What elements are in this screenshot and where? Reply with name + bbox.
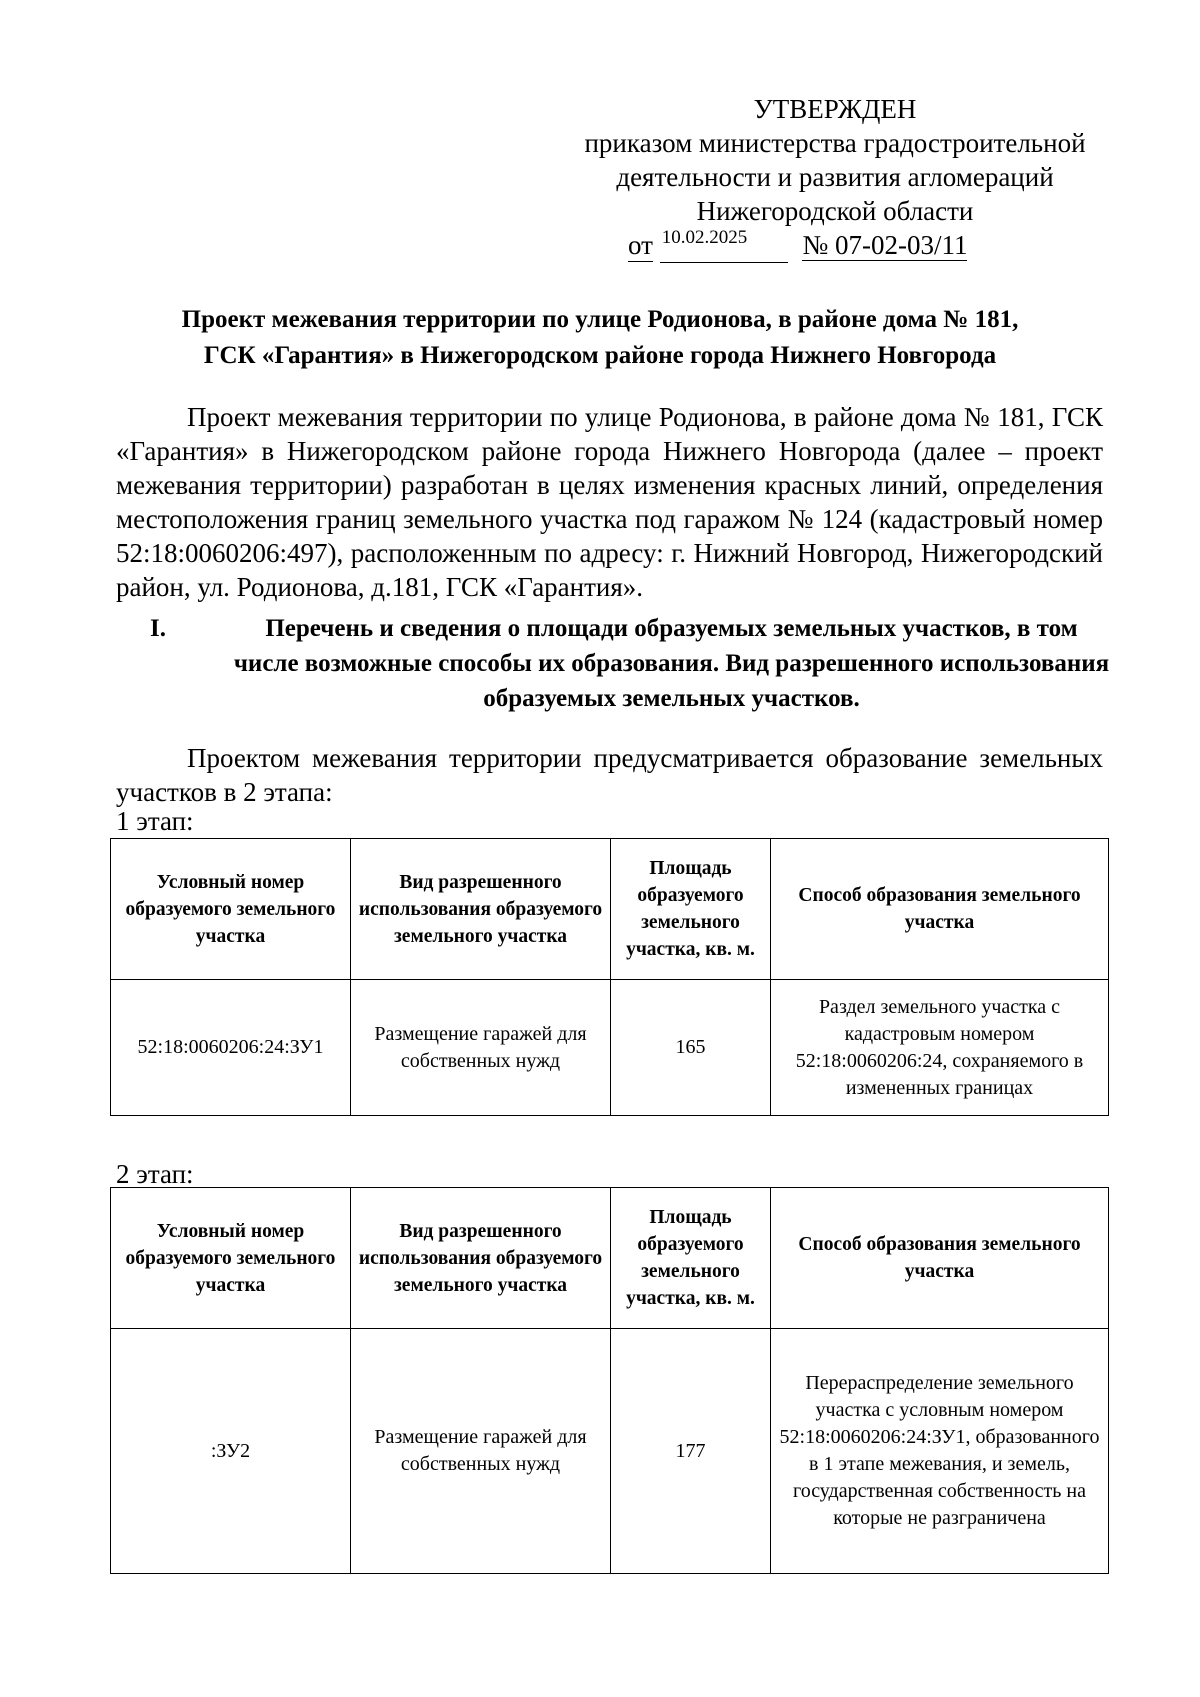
title-line-1: Проект межевания территории по улице Родионова, в районе дома № 181, (181, 306, 1019, 333)
order-date: 10.02.2025 (661, 227, 748, 248)
approval-line-1: приказом министерства градостроительной (584, 128, 1086, 158)
approved-label: УТВЕРЖДЕН (753, 94, 917, 124)
approval-line-2: деятельности и развития агломераций (616, 162, 1054, 192)
header-plot-number: Условный номер образуемого земельного участка (111, 1188, 351, 1329)
cell-plot-number: :ЗУ2 (111, 1329, 351, 1574)
approval-stamp (570, 92, 1100, 264)
document-title (100, 302, 1100, 374)
header-plot-number: Условный номер образуемого земельного участка (111, 839, 351, 980)
header-area: Площадь образуемого земельного участка, кв. м. (611, 1188, 771, 1329)
stage-2-table (110, 1187, 1109, 1574)
table-header-row (111, 1188, 1109, 1329)
cell-permitted-use: Размещение гаражей для собственных нужд (351, 1329, 611, 1574)
cell-plot-number: 52:18:0060206:24:ЗУ1 (111, 980, 351, 1116)
cell-area: 177 (611, 1329, 771, 1574)
table-row (111, 980, 1109, 1116)
header-formation-method: Способ образования земельного участка (771, 1188, 1109, 1329)
stage-1-table (110, 838, 1109, 1116)
header-area: Площадь образуемого земельного участка, кв. м. (611, 839, 771, 980)
cell-formation-method: Перераспределение земельного участка с условным номером 52:18:0060206:24:ЗУ1, образованного в 1 этапе межевания, и земель, государственная собственность на которые не разграничена (771, 1329, 1109, 1574)
table-header-row (111, 839, 1109, 980)
header-formation-method: Способ образования земельного участка (771, 839, 1109, 980)
cell-formation-method: Раздел земельного участка с кадастровым номером 52:18:0060206:24, сохраняемого в измененных границах (771, 980, 1109, 1116)
header-permitted-use: Вид разрешенного использования образуемого земельного участка (351, 839, 611, 980)
intro-paragraph: Проект межевания территории по улице Родионова, в районе дома № 181, ГСК «Гарантия» в Нижегородском районе города Нижнего Новгорода (далее – проект межевания территории) разработан в целях изменения красных линий, определения местоположения границ земельного участка под гаражом № 124 (кадастровый номер 52:18:0060206:497), расположенным по адресу: г. Нижний Новгород, Нижегородский район, ул. Родионова, д.181, ГСК «Гарантия». (116, 402, 1103, 602)
order-line (570, 228, 1100, 264)
order-number: № 07-02-03/11 (802, 230, 968, 260)
title-line-2: ГСК «Гарантия» в Нижегородском районе города Нижнего Новгорода (203, 342, 997, 369)
from-label: от (628, 230, 653, 260)
section-heading (150, 611, 1110, 716)
stage-2-label: 2 этап: (116, 1159, 194, 1189)
order-date-field (660, 227, 788, 263)
table-row (111, 1329, 1109, 1574)
section-title: Перечень и сведения о площади образуемых земельных участков, в том числе возможные способы их образования. Вид разрешенного использования образуемых земельных участков. (233, 615, 1110, 712)
stages-paragraph: Проектом межевания территории предусматривается образование земельных участков в 2 этапа: (116, 743, 1103, 807)
section-number: I. (150, 615, 166, 642)
approval-line-3: Нижегородской области (696, 196, 974, 226)
cell-area: 165 (611, 980, 771, 1116)
stage-1-label: 1 этап: (116, 806, 194, 836)
cell-permitted-use: Размещение гаражей для собственных нужд (351, 980, 611, 1116)
header-permitted-use: Вид разрешенного использования образуемого земельного участка (351, 1188, 611, 1329)
